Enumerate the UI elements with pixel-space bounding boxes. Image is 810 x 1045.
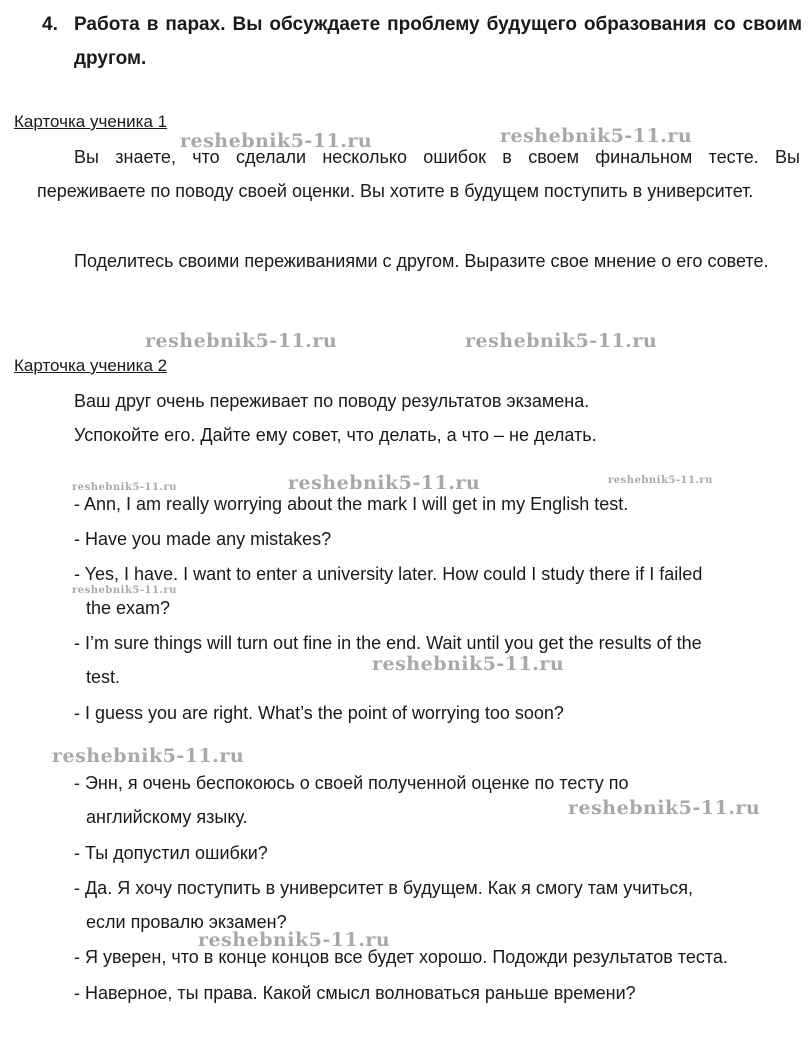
dialogue-en-continuation: test. — [86, 667, 121, 687]
dialogue-en-line-5 — [74, 696, 800, 730]
watermark: reshebnik5-11.ru — [72, 585, 177, 596]
dialogue-en-line-2 — [74, 522, 800, 556]
task-heading — [42, 8, 802, 76]
watermark: reshebnik5-11.ru — [372, 653, 565, 675]
watermark: reshebnik5-11.ru — [500, 125, 693, 147]
dialogue-ru-line-4 — [74, 940, 800, 974]
dialogue-en-text: - I guess you are right. What’s the point of worrying too soon? — [74, 703, 564, 723]
dialogue-en-text: - Ann, I am really worrying about the mark I will get in my English test. — [74, 494, 629, 514]
card-2-line-2: Успокойте его. Дайте ему совет, что делать, а что – не делать. — [74, 425, 597, 445]
dialogue-en-continuation: the exam? — [86, 598, 171, 618]
dialogue-ru-text: - Наверное, ты права. Какой смысл волноваться раньше времени? — [74, 983, 636, 1003]
dialogue-ru-continuation: английскому языку. — [86, 807, 248, 827]
dialogue-ru-line-2 — [74, 836, 800, 870]
dialogue-ru-text: - Энн, я очень беспокоюсь о своей полученной оценке по тесту по — [74, 773, 629, 793]
watermark: reshebnik5-11.ru — [608, 475, 713, 486]
dialogue-ru-text: - Я уверен, что в конце концов все будет хорошо. Подожди результатов теста. — [74, 947, 728, 967]
dialogue-ru-continuation: если провалю экзамен? — [86, 912, 287, 932]
card-2-title: Карточка ученика 2 — [14, 356, 168, 375]
watermark: reshebnik5-11.ru — [145, 330, 338, 352]
card-2-line-1: Ваш друг очень переживает по поводу результатов экзамена. — [74, 391, 590, 411]
dialogue-ru-line-3 — [74, 871, 800, 939]
watermark: reshebnik5-11.ru — [465, 330, 658, 352]
watermark: reshebnik5-11.ru — [180, 130, 373, 152]
dialogue-en-text: - Yes, I have. I want to enter a university later. How could I study there if I failed — [74, 564, 703, 584]
card-1-paragraph-1: Вы знаете, что сделали несколько ошибок в своем финальном тесте. Вы переживаете по поводу своей оценки. Вы хотите в будущем поступить в университет. — [37, 147, 800, 201]
card-1-title: Карточка ученика 1 — [14, 112, 168, 131]
watermark: reshebnik5-11.ru — [288, 472, 481, 494]
watermark: reshebnik5-11.ru — [198, 929, 391, 951]
watermark: reshebnik5-11.ru — [72, 482, 177, 493]
task-text: Работа в парах. Вы обсуждаете проблему будущего образования со своим другом. — [74, 14, 802, 69]
task-number: 4. — [42, 14, 58, 35]
dialogue-en-text: - I’m sure things will turn out fine in the end. Wait until you get the results of the — [74, 633, 702, 653]
dialogue-en-line-3 — [74, 557, 800, 625]
dialogue-ru-line-5 — [74, 976, 800, 1010]
watermark: reshebnik5-11.ru — [568, 797, 761, 819]
dialogue-ru-text: - Да. Я хочу поступить в университет в будущем. Как я смогу там учиться, — [74, 878, 693, 898]
card-1-paragraph-2: Поделитесь своими переживаниями с другом. Выразите свое мнение о его совете. — [74, 251, 769, 271]
dialogue-ru-text: - Ты допустил ошибки? — [74, 843, 268, 863]
watermark: reshebnik5-11.ru — [52, 745, 245, 767]
dialogue-en-text: - Have you made any mistakes? — [74, 529, 332, 549]
